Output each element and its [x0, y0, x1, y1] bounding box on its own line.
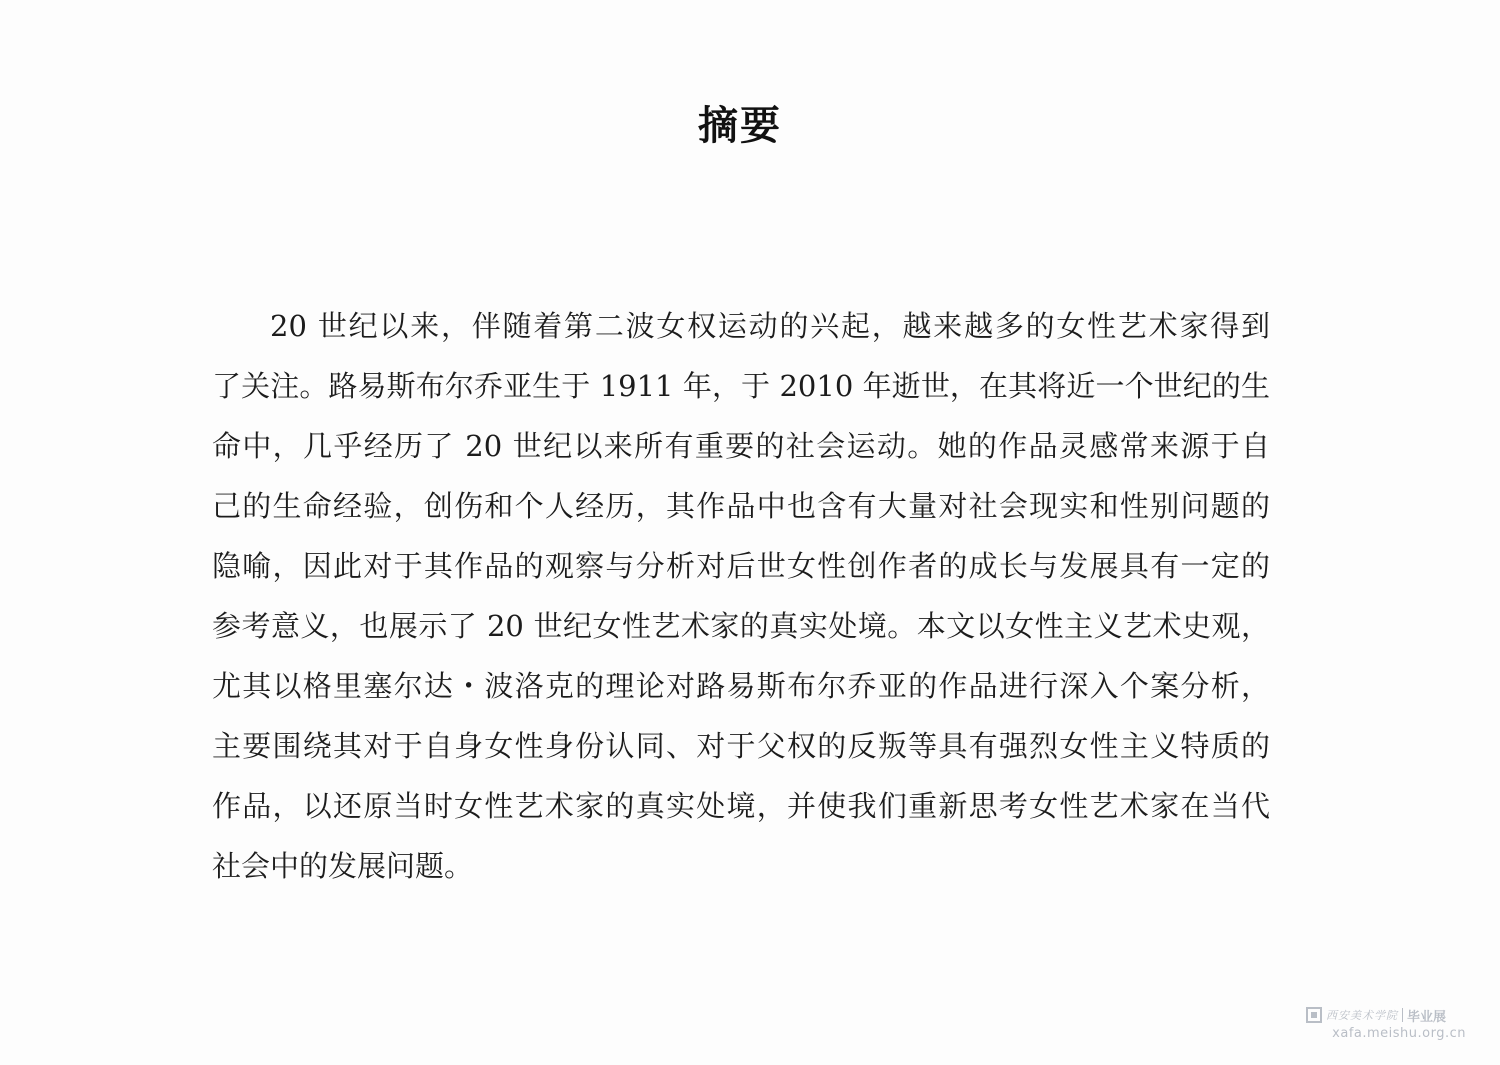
abstract-body — [212, 296, 1270, 896]
abstract-line-5: 隐喻，因此对于其作品的观察与分析对后世女性创作者的成长与发展具有一定的 — [212, 549, 1270, 583]
abstract-line-9: 作品，以还原当时女性艺术家的真实处境，并使我们重新思考女性艺术家在当代 — [212, 789, 1270, 823]
abstract-line-10: 社会中的发展问题。 — [212, 849, 474, 883]
watermark-school-name: 西安美术学院 — [1326, 1009, 1398, 1022]
watermark-divider — [1402, 1008, 1403, 1022]
watermark-show-label: 毕业展 — [1407, 1009, 1447, 1025]
watermark-header — [1306, 1004, 1466, 1026]
abstract-line-1: 20 世纪以来，伴随着第二波女权运动的兴起，越来越多的女性艺术家得到 — [270, 309, 1270, 343]
watermark-url: xafa.meishu.org.cn — [1332, 1026, 1466, 1041]
page-title: 摘要 — [698, 103, 782, 149]
watermark — [1306, 1004, 1466, 1044]
abstract-line-2: 了关注。路易斯布尔乔亚生于 1911 年，于 2010 年逝世，在其将近一个世纪的生 — [212, 369, 1270, 403]
abstract-line-8: 主要围绕其对于自身女性身份认同、对于父权的反叛等具有强烈女性主义特质的 — [212, 729, 1270, 763]
abstract-line-7: 尤其以格里塞尔达・波洛克的理论对路易斯布尔乔亚的作品进行深入个案分析， — [212, 669, 1270, 703]
abstract-line-4: 己的生命经验，创伤和个人经历，其作品中也含有大量对社会现实和性别问题的 — [212, 489, 1270, 523]
abstract-line-3: 命中，几乎经历了 20 世纪以来所有重要的社会运动。她的作品灵感常来源于自 — [212, 429, 1270, 463]
abstract-line-6: 参考意义，也展示了 20 世纪女性艺术家的真实处境。本文以女性主义艺术史观， — [212, 609, 1270, 643]
school-logo-icon — [1306, 1007, 1322, 1023]
